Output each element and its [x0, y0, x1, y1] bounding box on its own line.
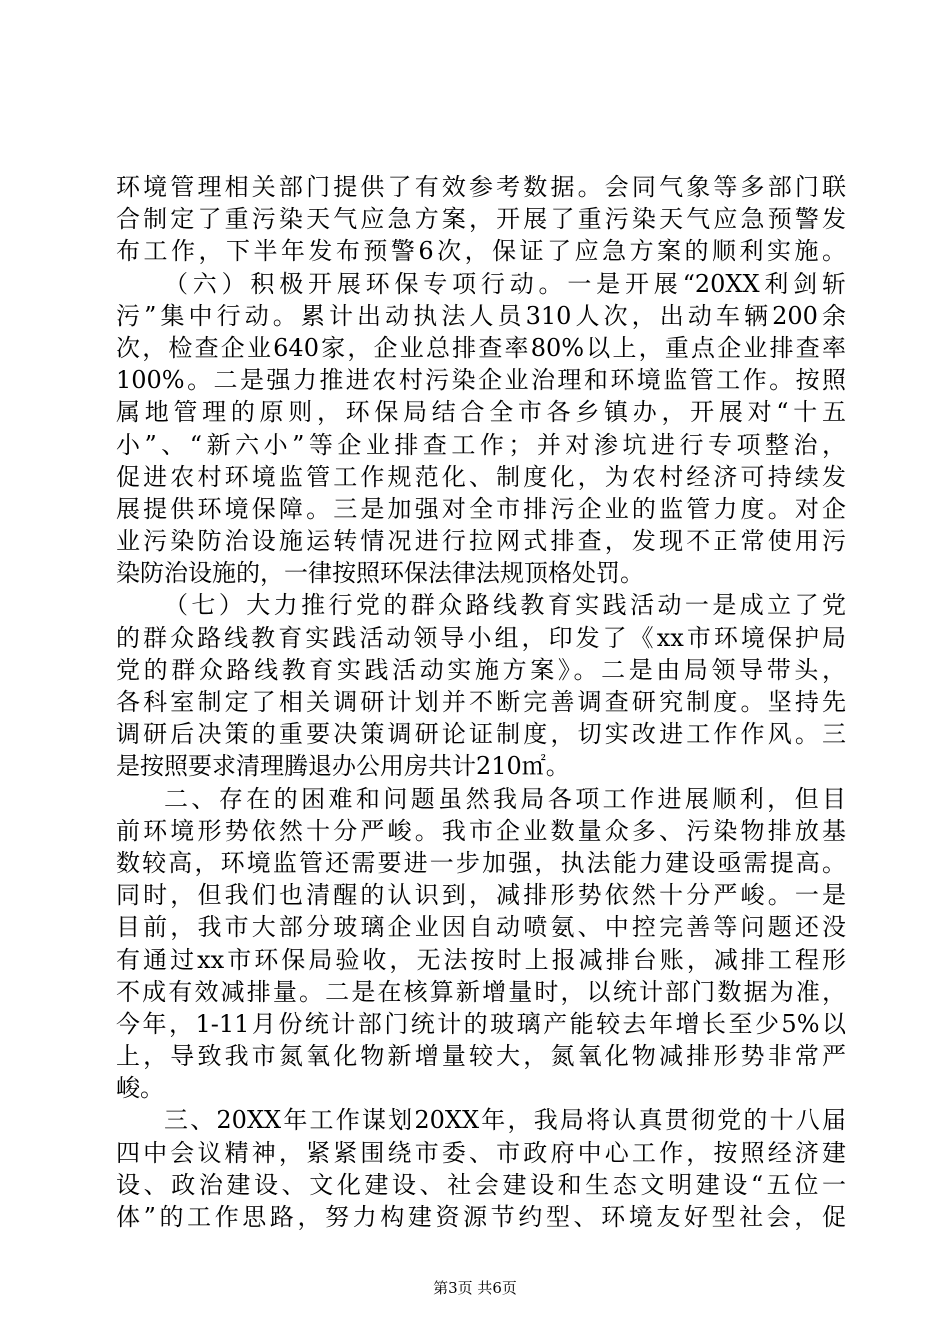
text-line: 今年，1-11月份统计部门统计的玻璃产能较去年增长至少5%以 [116, 1009, 846, 1038]
text-line: 的群众路线教育实践活动领导小组，印发了《xx市环境保护局 [116, 623, 846, 652]
text-line: 目前，我市大部分玻璃企业因自动喷氨、中控完善等问题还没 [116, 913, 846, 942]
text-line: 前环境形势依然十分严峻。我市企业数量众多、污染物排放基 [116, 816, 846, 845]
text-line: 四中会议精神，紧紧围绕市委、市政府中心工作，按照经济建 [116, 1138, 846, 1167]
text-line: 三、20XX年工作谋划20XX年，我局将认真贯彻党的十八届 [164, 1106, 846, 1135]
text-line: 二、存在的困难和问题虽然我局各项工作进展顺利，但目 [164, 784, 846, 813]
text-line: 污”集中行动。累计出动执法人员310人次，出动车辆200余 [116, 301, 846, 330]
text-line: 调研后决策的重要决策调研论证制度，切实改进工作作风。三 [116, 720, 846, 749]
document-body [116, 171, 846, 1233]
text-line: 体”的工作思路，努力构建资源节约型、环境友好型社会，促 [116, 1203, 846, 1231]
text-line: 不成有效减排量。二是在核算新增量时，以统计部门数据为准， [116, 977, 846, 1006]
text-line: 设、政治建设、文化建设、社会建设和生态文明建设“五位一 [116, 1170, 846, 1199]
text-line: 各科室制定了相关调研计划并不断完善调查研究制度。坚持先 [116, 688, 846, 716]
text-line: （七）大力推行党的群众路线教育实践活动一是成立了党 [164, 591, 846, 620]
text-line: 峻。 [116, 1074, 164, 1103]
text-line: 染防治设施的，一律按照环保法律法规顶格处罚。 [116, 559, 644, 588]
text-line: （六）积极开展环保专项行动。一是开展“20XX利剑斩 [164, 269, 846, 298]
text-line: 同时，但我们也清醒的认识到，减排形势依然十分严峻。一是 [116, 881, 846, 910]
text-line: 小”、“新六小”等企业排查工作；并对渗坑进行专项整治， [116, 430, 846, 459]
text-line: 属地管理的原则，环保局结合全市各乡镇办，开展对“十五 [116, 398, 846, 427]
text-line: 促进农村环境监管工作规范化、制度化，为农村经济可持续发 [116, 462, 846, 491]
text-line: 展提供环境保障。三是加强对全市排污企业的监管力度。对企 [116, 494, 846, 523]
text-line: 合制定了重污染天气应急方案，开展了重污染天气应急预警发 [116, 205, 846, 234]
text-line: 有通过xx市环保局验收，无法按时上报减排台账，减排工程形 [116, 945, 846, 974]
text-line: 数较高，环境监管还需要进一步加强，执法能力建设亟需提高。 [116, 848, 846, 877]
text-line: 次，检查企业640家，企业总排查率80%以上，重点企业排查率 [116, 333, 846, 362]
text-line: 党的群众路线教育实践活动实施方案》。二是由局领导带头， [116, 655, 846, 684]
text-line: 是按照要求清理腾退办公用房共计210㎡。 [116, 752, 570, 781]
text-line: 100%。二是强力推进农村污染企业治理和环境监管工作。按照 [116, 366, 846, 395]
text-line: 布工作，下半年发布预警6次，保证了应急方案的顺利实施。 [116, 237, 846, 266]
text-line: 环境管理相关部门提供了有效参考数据。会同气象等多部门联 [116, 173, 846, 201]
text-line: 业污染防治设施运转情况进行拉网式排查，发现不正常使用污 [116, 527, 846, 556]
page-footer: 第3页 共6页 [433, 1279, 517, 1297]
text-line: 上，导致我市氮氧化物新增量较大，氮氧化物减排形势非常严 [116, 1042, 846, 1071]
